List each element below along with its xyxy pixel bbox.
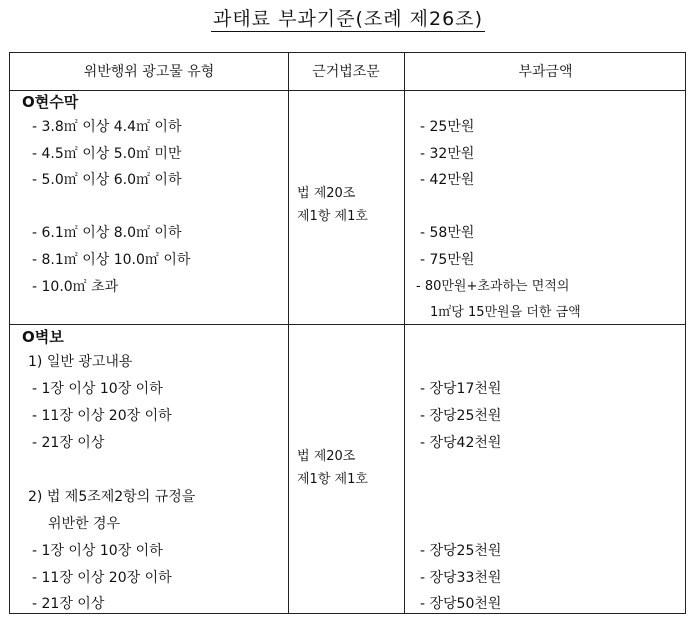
banner-item: - 8.1㎡ 이상 10.0㎡ 이하 [32,252,191,268]
poster-amount: - 장당17천원 [420,381,502,397]
poster-subheading-violation: 2) 법 제5조제2항의 규정을 [28,489,196,505]
poster-amount: - 장당33천원 [420,570,502,586]
poster-item: - 21장 이상 [32,435,105,451]
banner-item: - 3.8㎡ 이상 4.4㎡ 이하 [32,119,182,135]
banner-amount: - 25만원 [420,119,475,135]
column-divider-1 [288,53,289,613]
section-poster-heading: O벽보 [22,328,64,346]
penalty-table [9,52,686,614]
poster-basis-line2: 제1항 제1호 [297,472,368,487]
poster-amount: - 장당25천원 [420,408,502,424]
banner-amount-continuation: 1㎡당 15만원을 더한 금액 [430,305,581,320]
banner-amount: - 75만원 [420,252,475,268]
poster-item: - 1장 이상 10장 이하 [32,381,163,397]
poster-amount: - 장당42천원 [420,435,502,451]
header-amount: 부과금액 [518,64,573,80]
poster-basis-line1: 법 제20조 [297,449,356,464]
banner-amount: - 42만원 [420,172,475,188]
banner-amount: - 80만원+초과하는 면적의 [416,279,570,294]
document-title [0,4,696,31]
poster-amount: - 장당25천원 [420,543,502,559]
header-type: 위반행위 광고물 유형 [83,64,215,80]
poster-subheading-violation-cont: 위반한 경우 [48,516,121,532]
banner-amount: - 32만원 [420,146,475,162]
poster-item: - 1장 이상 10장 이하 [32,543,163,559]
header-basis: 근거법조문 [312,64,380,80]
banner-item: - 5.0㎡ 이상 6.0㎡ 이하 [32,172,182,188]
banner-item: - 10.0㎡ 초과 [32,279,119,295]
poster-item: - 11장 이상 20장 이하 [32,408,172,424]
banner-amount: - 58만원 [420,225,475,241]
section-banner-heading: O현수막 [22,93,79,111]
poster-item: - 21장 이상 [32,596,105,612]
poster-item: - 11장 이상 20장 이하 [32,570,172,586]
column-divider-2 [404,53,405,613]
banner-basis-line2: 제1항 제1호 [297,209,368,224]
poster-amount: - 장당50천원 [420,596,502,612]
banner-basis-line1: 법 제20조 [297,186,356,201]
banner-item: - 6.1㎡ 이상 8.0㎡ 이하 [32,225,182,241]
document-title-text: 과태료 부과기준(조례 제26조) [213,8,483,30]
section-divider [10,324,685,325]
banner-item: - 4.5㎡ 이상 5.0㎡ 미만 [32,146,182,162]
poster-subheading-general: 1) 일반 광고내용 [28,354,133,370]
